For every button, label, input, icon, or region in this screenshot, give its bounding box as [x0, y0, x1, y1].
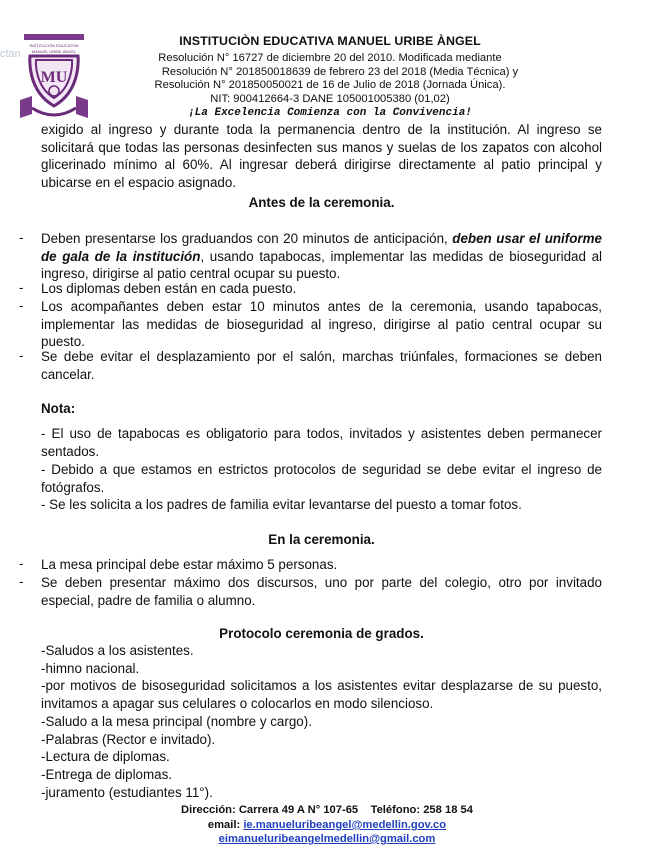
nota-item-3: - Se les solicita a los padres de familia evitar levantarse del puesto a tomar fotos.	[41, 497, 522, 512]
before-item-2: Los diplomas deben están en cada puesto.	[41, 281, 297, 296]
during-item-1: La mesa principal debe estar máximo 5 personas.	[41, 557, 338, 572]
institution-title: INSTITUCIÒN EDUCATIVA MANUEL URIBE ÀNGEL	[179, 34, 481, 48]
ghost-text: ctan	[0, 48, 21, 60]
nit-dane-line: NIT: 900412664-3 DANE 105001005380 (01,02)	[210, 93, 450, 105]
bullet-dash: -	[19, 556, 24, 571]
before-item-3: Los acompañantes deben estar 10 minutos antes de la ceremonia, usando tapabocas, implementar las medidas de bioseguridad al ingreso, dirigirse al patio central ocupar su puesto.	[41, 299, 602, 350]
protocol-list	[41, 642, 602, 801]
heading-during-ceremony: En la ceremonia.	[268, 532, 375, 547]
protocol-item: -himno nacional.	[41, 660, 140, 676]
uniform-emphasis: deben usar el uniforme de gala de la institución	[41, 231, 602, 264]
footer-address: Dirección: Carrera 49 A N° 107-65 Teléfono: 258 18 54	[181, 804, 473, 816]
protocol-item: -Entrega de diplomas.	[41, 766, 173, 782]
resolution-line-1: Resolución N° 16727 de diciembre 20 del 2010. Modificada mediante	[158, 52, 502, 64]
email-label: email:	[207, 819, 244, 831]
footer-email-line	[100, 818, 554, 832]
bullet-dash: -	[19, 298, 24, 313]
intro-paragraph: exigido al ingreso y durante toda la permanencia dentro de la institución. Al ingreso se solicitará que todas las personas desinfecten sus manos y suelas de los zapatos con alcohol glicerinado mínimo al 60%. Al ingresar deberá dirigirse directamente al patio principal y ubicarse en el espacio asignado.	[41, 122, 602, 191]
school-logo	[16, 30, 92, 122]
protocol-item: -Lectura de diplomas.	[41, 749, 170, 765]
footer-email-2	[100, 832, 554, 846]
bullet-dash: -	[19, 348, 24, 363]
before-item-1	[41, 230, 602, 283]
before-item-1-text-a: Deben presentarse los graduandos con 20 minutos de anticipación,	[41, 231, 453, 246]
resolution-line-2: Resolución N° 201850018639 de febrero 23 del 2018 (Media Técnica) y	[161, 66, 519, 78]
email-link-1[interactable]: ie.manueluribeangel@medellin.gov.co	[243, 819, 447, 831]
bullet-dash: -	[19, 230, 24, 245]
resolution-line-3: Resolución N° 201850050021 de 16 de Julio de 2018 (Jornada Única).	[154, 79, 506, 91]
heading-before-ceremony: Antes de la ceremonia.	[248, 195, 395, 210]
nota-item-1: - El uso de tapabocas es obligatorio para todos, invitados y asistentes deben permanecer sentados.	[41, 426, 602, 459]
logo-initials: MU	[40, 69, 68, 86]
school-crest-icon	[16, 30, 92, 122]
nota-item-2: - Debido a que estamos en estrictos protocolos de seguridad se debe evitar el ingreso de fotógrafos.	[41, 462, 602, 495]
bullet-dash: -	[19, 280, 24, 295]
protocol-item: -por motivos de bisoseguridad solicitamos a los asistentes evitar desplazarse de su puesto, invitamos a apagar sus celulares o colocarlos en modo silencioso.	[41, 678, 602, 712]
logo-text-bottom: MANUEL URIBE ÁNGEL	[31, 49, 77, 54]
protocol-item: -Palabras (Rector e invitado).	[41, 731, 216, 747]
bullet-dash: -	[19, 574, 24, 589]
protocol-item: -Saludo a la mesa principal (nombre y cargo).	[41, 713, 312, 729]
before-item-1-text-b: , usando tapabocas, implementar las medidas de bioseguridad al ingreso, dirigirse al patio central ocupar su puesto.	[41, 248, 602, 282]
before-item-4: Se debe evitar el desplazamiento por el salón, marchas triúnfales, formaciones se deben cancelar.	[41, 349, 602, 382]
logo-text-top: INSTITUCIÓN EDUCATIVA	[29, 43, 79, 48]
protocol-item: -Saludos a los asistentes.	[41, 643, 194, 658]
school-motto: ¡La Excelencia Comienza con la Convivencia!	[188, 107, 472, 119]
email-link-2[interactable]: eimanueluribeangelmedellin@gmail.com	[218, 833, 436, 845]
protocol-item: -juramento (estudiantes 11°).	[41, 784, 213, 800]
during-item-2: Se deben presentar máximo dos discursos, uno por parte del colegio, otro por invitado especial, padre de familia o alumno.	[41, 575, 602, 608]
heading-protocol: Protocolo ceremonia de grados.	[219, 626, 424, 641]
nota-heading: Nota:	[41, 401, 76, 416]
